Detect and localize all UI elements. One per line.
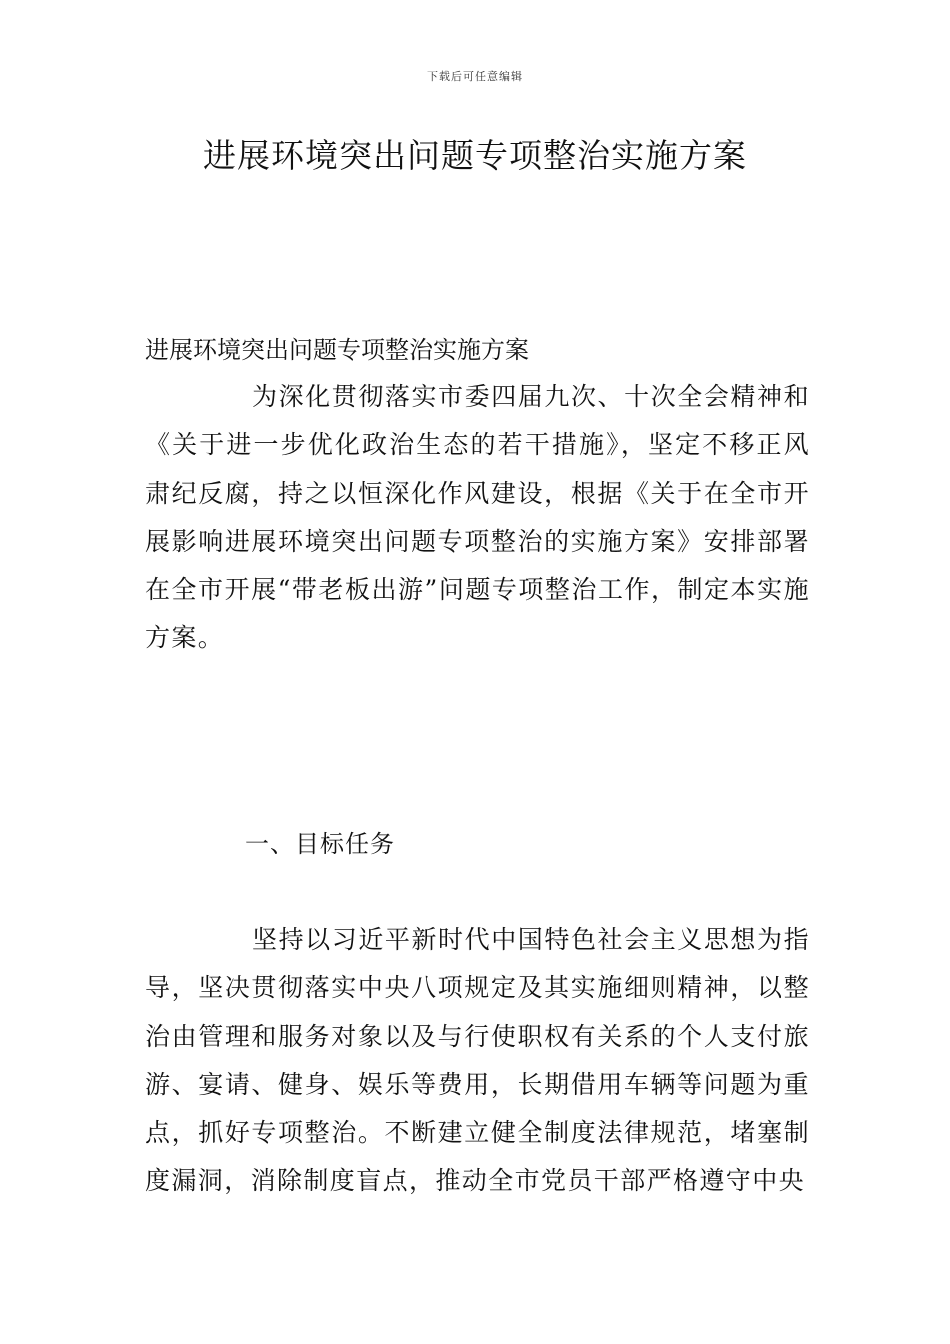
section-heading-goals: 一、目标任务 bbox=[245, 830, 395, 858]
document-title: 进展环境突出问题专项整治实施方案 bbox=[203, 136, 747, 175]
page-header-note: 下载后可任意编辑 bbox=[427, 70, 523, 83]
paragraph-intro: 为深化贯彻落实市委四届九次、十次全会精神和《关于进一步优化政治生态的若干措施》，坚定不移正风肃纪反腐，持之以恒深化作风建设，根据《关于在全市开展影响进展环境突出问题专项整治的实施方案》安排部署在全市开展“带老板出游”问题专项整治工作，制定本实施方案。 bbox=[145, 382, 810, 653]
paragraph-goals: 坚持以习近平新时代中国特色社会主义思想为指导，坚决贯彻落实中央八项规定及其实施细则精神，以整治由管理和服务对象以及与行使职权有关系的个人支付旅游、宴请、健身、娱乐等费用，长期借用车辆等问题为重点，抓好专项整治。不断建立健全制度法律规范，堵塞制度漏洞，消除制度盲点，推动全市党员干部严格遵守中央 bbox=[145, 925, 810, 1196]
document-subtitle: 进展环境突出问题专项整治实施方案 bbox=[145, 336, 529, 364]
